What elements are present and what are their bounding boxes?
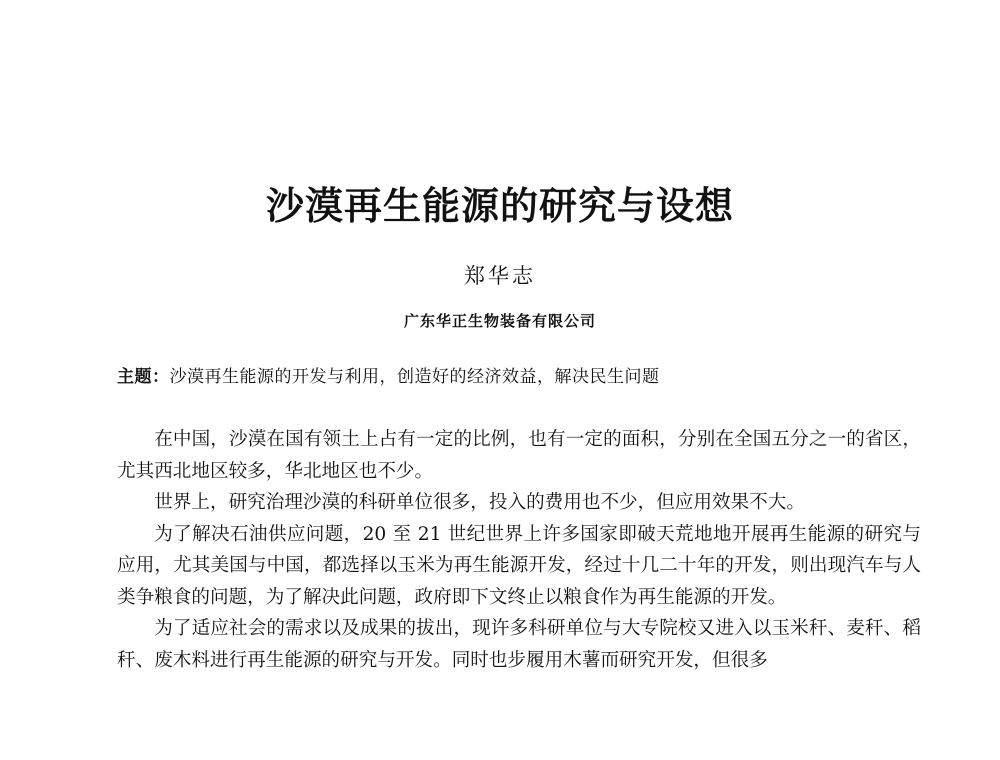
author-name: 郑华志 bbox=[464, 264, 536, 288]
subject-line bbox=[117, 364, 917, 390]
paragraph: 在中国，沙漠在国有领土上占有一定的比例，也有一定的面积，分别在全国五分之一的省区，尤其西北地区较多，华北地区也不少。 bbox=[117, 429, 921, 482]
paragraph: 为了适应社会的需求以及成果的拔出，现许多科研单位与大专院校又进入以玉米秆、麦秆、稻秆、废木料进行再生能源的研究与开发。同时也步履用木薯而研究开发，但很多 bbox=[117, 618, 921, 671]
paragraph: 为了解决石油供应问题，20 至 21 世纪世界上许多国家即破天荒地地开展再生能源的研究与应用，尤其美国与中国，都选择以玉米为再生能源开发，经过十几二十年的开发，则出现汽车与人类争粮食的问题，为了解决此问题，政府即下文终止以粮食作为再生能源的开发。 bbox=[117, 523, 921, 608]
document-title: 沙漠再生能源的研究与设想 bbox=[265, 183, 734, 228]
author-affiliation: 广东华正生物装备有限公司 bbox=[403, 312, 596, 330]
subject-label: 主题： bbox=[117, 367, 170, 387]
subject-text: 沙漠再生能源的开发与利用，创造好的经济效益，解决民生问题 bbox=[169, 367, 660, 387]
body-text bbox=[117, 424, 921, 676]
paragraph: 世界上，研究治理沙漠的科研单位很多，投入的费用也不少，但应用效果不大。 bbox=[154, 492, 805, 513]
